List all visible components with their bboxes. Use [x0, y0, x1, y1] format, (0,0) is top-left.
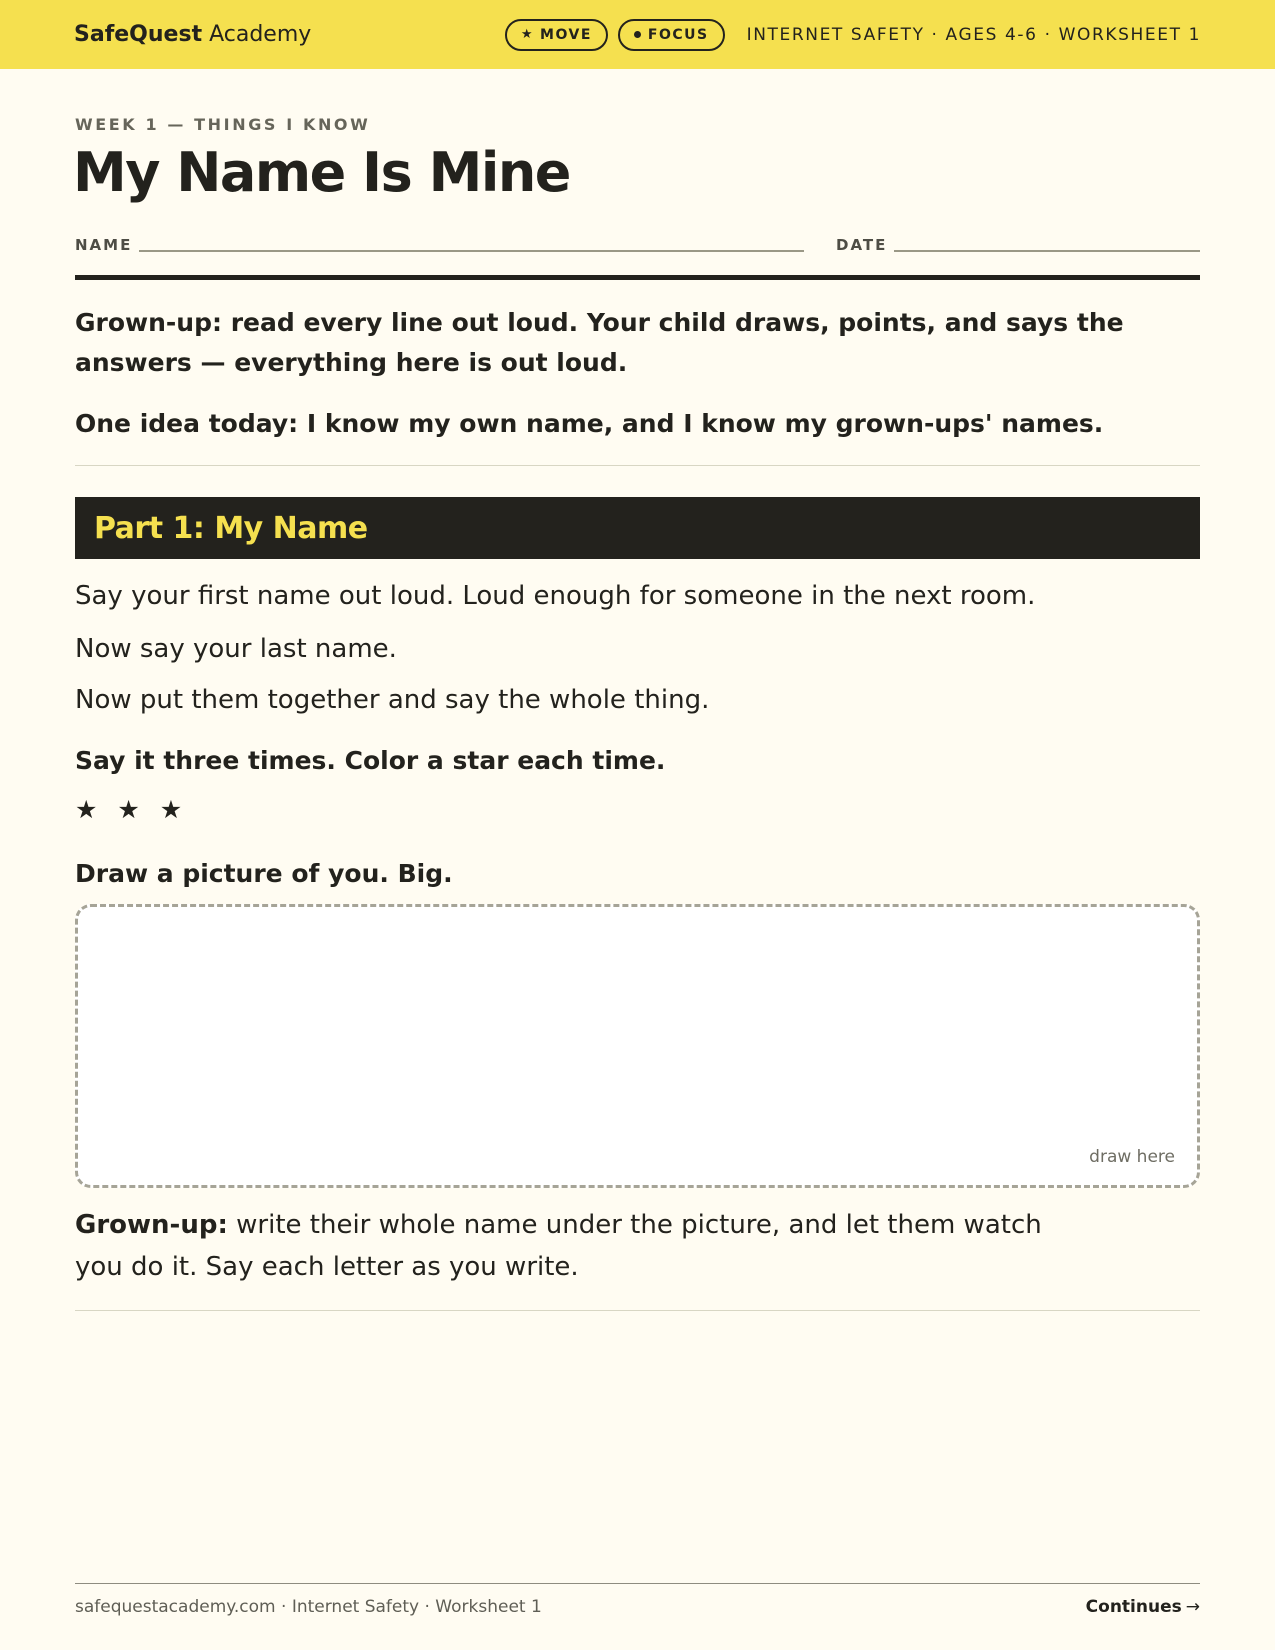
instruction-line: Now put them together and say the whole thing. [75, 685, 710, 715]
header-divider [75, 275, 1200, 280]
grownup-note [75, 1204, 1085, 1288]
continues-label: Continues [1085, 1597, 1182, 1617]
focus-badge-label: FOCUS [647, 26, 709, 43]
idea-statement: One idea today: I know my own name, and I know my grown-ups' names. [75, 409, 1104, 438]
focus-badge [618, 19, 725, 51]
date-label: DATE [836, 236, 888, 254]
move-badge-label: MOVE [540, 26, 592, 43]
stars-prompt: Say it three times. Color a star each time. [75, 746, 666, 775]
grownup-note-lead: Grown-up: [75, 1210, 228, 1240]
page-title: My Name Is Mine [73, 141, 570, 204]
top-bar [0, 0, 1275, 69]
star-icons[interactable]: ★ ★ ★ [75, 795, 189, 824]
part1-divider [75, 1310, 1200, 1311]
intro-divider [75, 465, 1200, 466]
footer-divider [75, 1583, 1200, 1584]
continues-link[interactable] [1086, 1597, 1200, 1617]
name-date-row [75, 234, 1200, 258]
footer-source: safequestacademy.com · Internet Safety · Worksheet 1 [75, 1597, 542, 1617]
date-field[interactable] [894, 250, 1200, 252]
part1-heading: Part 1: My Name [75, 497, 1200, 559]
grownup-instructions: Grown-up: read every line out loud. Your child draws, points, and says the answers — everything here is out loud. [75, 308, 1124, 377]
drawing-area[interactable] [75, 904, 1200, 1188]
series-label: INTERNET SAFETY · AGES 4-6 · WORKSHEET 1 [746, 24, 1201, 45]
instruction-line: Now say your last name. [75, 634, 397, 664]
brand-name-rest: Academy [209, 22, 312, 47]
brand-logo [74, 22, 311, 47]
move-badge [505, 19, 608, 51]
draw-hint: draw here [1089, 1147, 1175, 1167]
star-icon: ★ [520, 27, 535, 42]
name-field[interactable] [139, 250, 804, 252]
grownup-note-text: write their whole name under the picture, and let them watch you do it. Say each letter as you write. [75, 1210, 1042, 1282]
arrow-right-icon: → [1185, 1597, 1200, 1617]
brand-name-bold: SafeQuest [74, 22, 203, 47]
instruction-line: Say your first name out loud. Loud enough for someone in the next room. [75, 581, 1036, 611]
dot-icon [634, 31, 641, 38]
name-label: NAME [75, 236, 133, 254]
week-eyebrow: WEEK 1 — THINGS I KNOW [75, 115, 371, 134]
draw-prompt: Draw a picture of you. Big. [75, 859, 453, 888]
